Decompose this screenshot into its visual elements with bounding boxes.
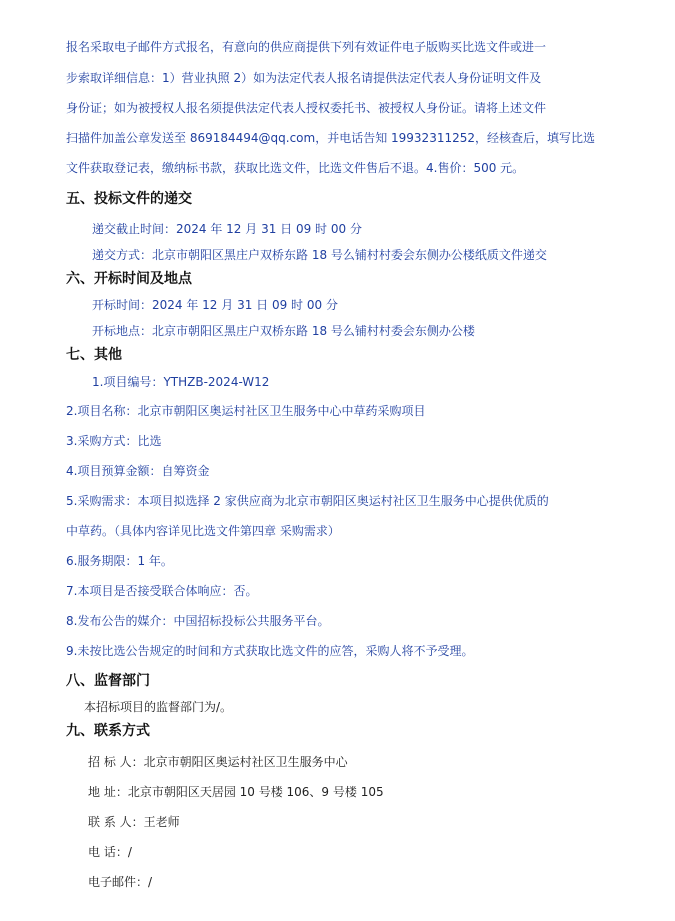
other-item-5-line-1: 5.采购需求：本项目拟选择 2 家供应商为北京市朝阳区奥运村社区卫生服务中心提供优质的	[66, 494, 549, 508]
other-item-8: 8.发布公告的媒介：中国招标投标公共服务平台。	[66, 614, 330, 628]
section-8-heading: 八、监督部门	[66, 673, 150, 689]
other-item-5-line-2: 中草药。（具体内容详见比选文件第四章 采购需求）	[66, 524, 340, 538]
contact-email: 电子邮件：/	[88, 875, 153, 889]
intro-line-4: 扫描件加盖公章发送至 869184494@qq.com，并电话告知 19932311252，经核查后，填写比选	[66, 131, 596, 145]
intro-line-5: 文件获取登记表，缴纳标书款，获取比选文件，比选文件售后不退。4.售价：500 元。	[66, 161, 525, 175]
contact-person: 联 系 人：王老师	[88, 815, 180, 829]
section-7-heading: 七、其他	[66, 347, 122, 363]
submission-deadline: 递交截止时间：2024 年 12 月 31 日 09 时 00 分	[92, 222, 362, 236]
intro-line-3: 身份证；如为被授权人报名须提供法定代表人授权委托书、被授权人身份证。请将上述文件	[66, 101, 547, 115]
other-item-3: 3.采购方式：比选	[66, 434, 162, 448]
intro-line-2: 步索取详细信息：1）营业执照 2）如为法定代表人报名请提供法定代表人身份证明文件及	[66, 71, 542, 85]
other-item-1: 1.项目编号：YTHZB-2024-W12	[92, 375, 270, 389]
contact-address: 地 址：北京市朝阳区天居园 10 号楼 106、9 号楼 105	[88, 785, 384, 799]
other-item-4: 4.项目预算金额：自筹资金	[66, 464, 210, 478]
section-5-heading: 五、投标文件的递交	[66, 191, 192, 207]
other-item-9: 9.未按比选公告规定的时间和方式获取比选文件的应答，采购人将不予受理。	[66, 644, 474, 658]
section-9-heading: 九、联系方式	[66, 723, 150, 739]
opening-place: 开标地点：北京市朝阳区黑庄户双桥东路 18 号么铺村村委会东侧办公楼	[92, 324, 475, 338]
other-item-6: 6.服务期限：1 年。	[66, 554, 173, 568]
section-6-heading: 六、开标时间及地点	[66, 271, 192, 287]
other-item-2: 2.项目名称：北京市朝阳区奥运村社区卫生服务中心中草药采购项目	[66, 404, 426, 418]
contact-phone: 电 话：/	[88, 845, 132, 859]
submission-method: 递交方式：北京市朝阳区黑庄户双桥东路 18 号么铺村村委会东侧办公楼纸质文件递交	[92, 248, 547, 262]
intro-line-1: 报名采取电子邮件方式报名，有意向的供应商提供下列有效证件电子版购买比选文件或进一	[66, 40, 547, 54]
contact-tenderer: 招 标 人：北京市朝阳区奥运村社区卫生服务中心	[88, 755, 348, 769]
supervision-department: 本招标项目的监督部门为/。	[84, 700, 233, 714]
other-item-7: 7.本项目是否接受联合体响应：否。	[66, 584, 258, 598]
opening-time: 开标时间：2024 年 12 月 31 日 09 时 00 分	[92, 298, 338, 312]
